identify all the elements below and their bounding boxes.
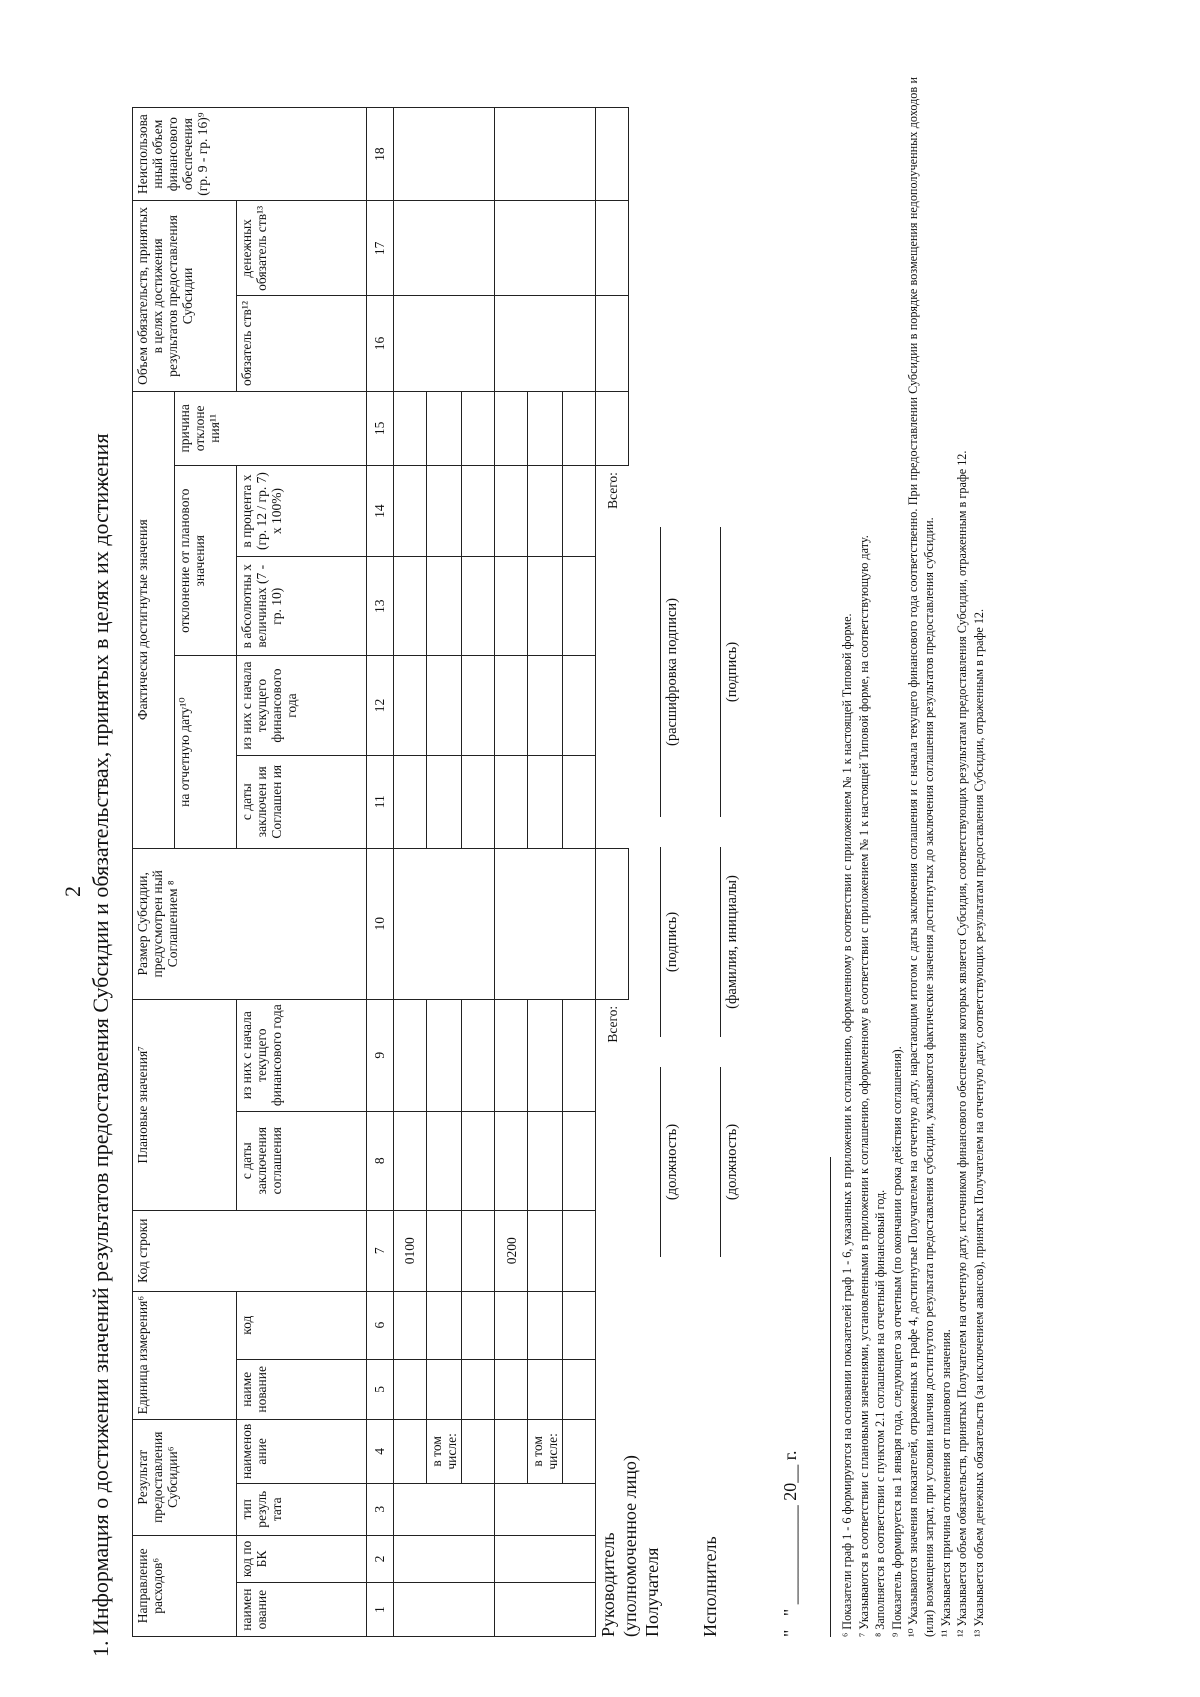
subheader-plan-year: из них с начала текущего финансового года [237,999,367,1111]
signature-caption: (подпись) [664,911,680,973]
footnote-rule [830,1157,831,1637]
header-on-date: на отчетную дату¹⁰ [175,656,237,848]
subheader-pct: в процента х (гр. 12 / гр. 7) х 100%) [237,466,367,557]
head-label-3: Получателя [642,1547,662,1637]
including-label: в том числе: [528,1419,563,1483]
col-num: 5 [367,1359,394,1419]
position-caption: (должность) [664,1123,680,1201]
header-reason: причина отклоне ния¹¹ [175,391,367,466]
page-number: 2 [60,886,85,897]
position-line [660,1067,661,1257]
including-label: в том числе: [427,1419,462,1483]
footnote-13: ¹³ Указывается объем денежных обязательств (за исключением авансов), принятых Получателем на отчетную дату, соответствующих результатам предоставления Субсидии, отраженным в графе 12. [971,608,986,1637]
column-number-row [367,108,394,1637]
col-num: 9 [367,999,394,1111]
date-field: " " ___________ 20__ г. [780,1450,800,1637]
row-code-0200: 0200 [495,1210,528,1291]
subheader-fact-from: с даты заключен ия Соглашен ия [237,755,367,848]
subheader-fact-year: из них с начала текущего финансового года [237,656,367,755]
head-label-1: Руководитель [598,1532,618,1637]
decoding-caption: (расшифровка подписи) [664,597,680,747]
fio-caption: (фамилия, инициалы) [724,875,740,1009]
decoding-line [660,527,661,817]
col-num: 10 [367,848,394,999]
col-num: 16 [367,296,394,391]
footnote-9: ⁹ Показатель формируется на 1 января года, следующего за отчетным (по окончании срока действия соглашения). [889,1046,904,1637]
col-num: 13 [367,557,394,656]
subheader-obligations: обязатель ств¹² [237,296,367,391]
head-label-2: (уполномоченное лицо) [620,1455,640,1637]
col-num: 1 [367,1583,394,1637]
footnote-12: ¹² Указывается объем обязательств, принятых Получателем на отчетную дату, источником финансового обеспечения которых является Субсидия, соответствующих результатам предоставления Субсидии, отраженным в графе 12. [955,450,970,1637]
col-num: 2 [367,1535,394,1583]
col-num: 18 [367,108,394,201]
footnote-7: ⁷ Указываются в соответствии с плановыми значениями, установленными в приложении к соглашению, оформленному в соответствии с приложением № 1 к настоящей Типовой форме, на соответствующую дату. [856,535,871,1637]
table-row [394,108,427,1637]
col-num: 11 [367,755,394,848]
table-row [495,108,528,1637]
signature-line-2 [720,527,721,817]
subheader-plan-from: с даты заключения соглашения [237,1111,367,1210]
total-row [596,108,629,1637]
position-caption-2: (должность) [724,1123,740,1201]
section-title: 1. Информация о достижении значений результатов предоставления Субсидии и обязательствах, принятых в целях их достижения [88,433,113,1657]
executor-label: Исполнитель [700,1536,720,1637]
subheader-bk-code: код по БК [237,1535,367,1583]
col-num: 17 [367,201,394,296]
header-result: Результат предоставления Субсидии⁶ [133,1419,237,1535]
col-num: 7 [367,1210,394,1291]
subheader-abs: в абсолютны х величинах (7 - гр. 10) [237,557,367,656]
footnote-6: ⁶ Показатели граф 1 - 6 формируются на основании показателей граф 1 - 6, указанных в приложении к соглашению, оформленному в соответствии с приложением № 1 к настоящей Типовой форме. [840,613,854,1637]
col-num: 6 [367,1291,394,1359]
signature-caption-2: (подпись) [724,641,740,703]
col-num: 3 [367,1483,394,1535]
header-code-row: Код строки [133,1210,367,1291]
col-num: 12 [367,656,394,755]
col-num: 15 [367,391,394,466]
header-plan: Плановые значения⁷ [133,999,237,1210]
footnotes [840,77,988,1637]
header-unused: Неиспользова нный объем финансового обеспечения (гр. 9 - гр. 16)⁹ [133,108,367,201]
subheader-result-type: тип резуль тата [237,1483,367,1535]
header-fact: Фактически достигнутые значения [133,391,175,848]
report-table [132,107,629,1637]
subheader-unit-name: наиме нование [237,1359,367,1419]
header-deviation: отклонение от планового значения [175,466,237,656]
header-subsidy-size: Размер Субсидии, предусмотрен ный Соглашением ⁸ [133,848,367,999]
col-num: 8 [367,1111,394,1210]
position-line-2 [720,1067,721,1257]
total-label-plan: Всего: [605,1005,621,1043]
footnote-10: ¹⁰ Указываются значения показателей, отраженных в графе 4, достигнутые Получателем на отчетную дату, нарастающим итогом с даты заключения соглашения и с начала текущего финансового года соответственно. При предоставлении Субсидии в порядке возмещения недополученных доходов и (или) возмещения затрат, при условии наличия достигнутого результата предоставления субсидии, указываются фактические значения достигнутых до заключения соглашения результатов предоставления субсидии. [906,77,937,1637]
footnote-11: ¹¹ Указывается причина отклонения от планового значения. [938,1329,953,1637]
subheader-money: денежных обязатель ств¹³ [237,201,367,296]
header-unit: Единица измерения⁶ [133,1291,237,1419]
subheader-result-name: наименов ание [237,1419,367,1483]
header-direction: Направление расходов⁶ [133,1535,237,1636]
signature-line [660,847,661,1037]
total-label-fact: Всего: [605,472,621,509]
subheader-unit-code: код [237,1291,367,1359]
header-obligations: Объем обязательств, принятых в целях достижения результатов предоставления Субсидии [133,201,237,391]
col-num: 14 [367,466,394,557]
col-num: 4 [367,1419,394,1483]
fio-line [720,847,721,1037]
footnote-8: ⁸ Заполняется в соответствии с пунктом 2.1 соглашения на отчетный финансовый год. [873,1189,888,1637]
row-code-0100: 0100 [394,1210,427,1291]
subheader-name: наимен ование [237,1583,367,1637]
